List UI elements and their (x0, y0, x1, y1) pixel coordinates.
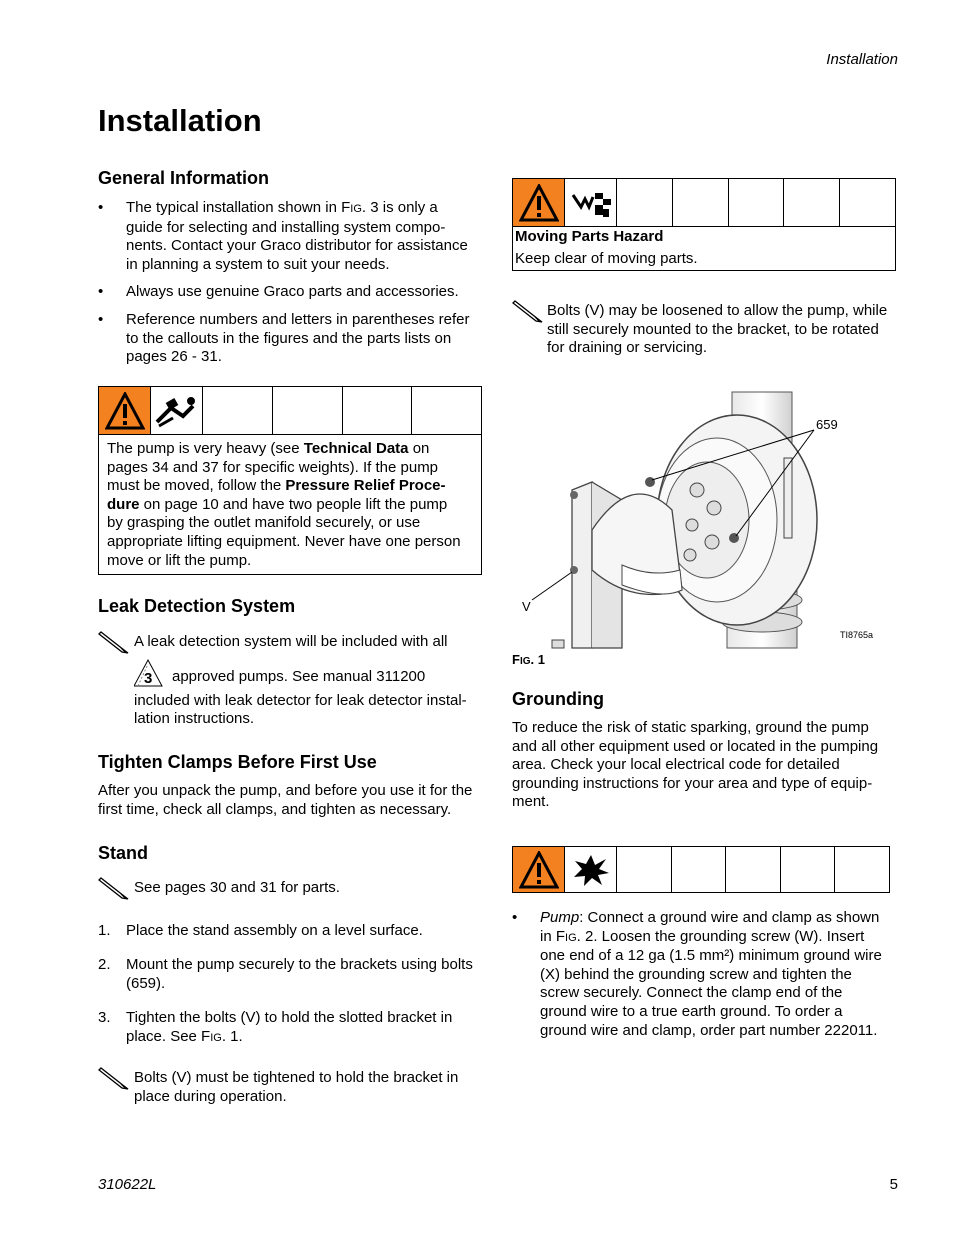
warning-triangle-icon (513, 179, 565, 226)
list-item: 1. Place the stand assembly on a level surface. (98, 922, 423, 939)
list-item: • The typical installation shown in FIG. 3 is only a guide for selecting and installing system compo- nents. Contact your Graco distributor for assistance in planning a system to suit your needs. (98, 199, 468, 273)
list-item: • Always use genuine Graco parts and accessories. (98, 283, 459, 300)
footer-doc-number: 310622L (98, 1176, 157, 1193)
note-pencil-icon (98, 875, 130, 901)
figure-1-caption: FIG. 1 (512, 652, 545, 667)
fire-explosion-warning (512, 846, 890, 893)
moving-parts-warning (512, 178, 896, 271)
heading-tighten-clamps: Tighten Clamps Before First Use (98, 752, 377, 772)
figure-ti-code: TI8765a (840, 630, 874, 640)
figure-1-pump-bracket (512, 390, 902, 650)
warning-triangle-icon (513, 847, 565, 892)
grounding-paragraph: To reduce the risk of static sparking, ground the pump and all other equipment used or located in the pumping area. Check your local electrical code for detailed grounding instructions for your area and type of equip- ment. (512, 719, 879, 811)
note-bolts-tightened: Bolts (V) must be tightened to hold the bracket in place during operation. (98, 1069, 482, 1106)
heading-leak-detection: Leak Detection System (98, 596, 296, 616)
note-leak-detection: A leak detection system will be included with all 3 approved pumps. See manual 311200 included with leak detector for leak detector instal- lation instructions. (98, 633, 482, 729)
heading-grounding: Grounding (512, 689, 604, 709)
heading-general-information: General Information (98, 168, 270, 188)
list-item: 2. Mount the pump securely to the brackets using bolts (659). (98, 956, 473, 992)
note-stand-parts: See pages 30 and 31 for parts. (98, 879, 482, 898)
explosion-icon (565, 847, 617, 892)
heavy-pump-warning (98, 386, 482, 575)
running-header: Installation (826, 51, 898, 68)
callout-v: V (522, 599, 531, 614)
heavy-lifting-icon (151, 387, 203, 434)
callout-659: 659 (816, 417, 838, 432)
warning-text: The pump is very heavy (see Technical Data on pages 34 and 37 for specific weights). If the pump must be moved, follow the Pressure Relief Proce- dure on page 10 and have two people lift the pump by grasping the outlet manifold securely, or use appropriate lifting equipment. Never have one person move or lift the pump. (107, 440, 461, 569)
list-item: • Reference numbers and letters in parentheses refer to the callouts in the figures and the parts lists on pages 26 - 31. (98, 311, 470, 366)
heading-stand: Stand (98, 843, 149, 863)
footer-page-number: 5 (889, 1176, 898, 1193)
page-title: Installation (98, 103, 262, 138)
note-pencil-icon (98, 629, 130, 655)
note-pencil-icon (512, 298, 544, 324)
list-item: 3. Tighten the bolts (V) to hold the slotted bracket in place. See FIG. 1. (98, 1009, 453, 1045)
list-item: • Pump: Connect a ground wire and clamp as shown in FIG. 2. Loosen the grounding screw (W). Insert one end of a 12 ga (1.5 mm²) minimum ground wire (X) behind the grounding screw and tighten the screw securely. Connect the clamp end of the ground wire to a true earth ground. To order a ground wire and clamp, order part number 222011. (512, 909, 882, 1039)
pump-bracket-illustration (512, 390, 902, 650)
warning-triangle-icon (99, 387, 151, 434)
clamps-paragraph: After you unpack the pump, and before you use it for the first time, check all clamps, and tighten as necessary. (98, 782, 473, 818)
warning-text: Moving Parts Hazard Keep clear of moving parts. (515, 228, 698, 267)
moving-parts-hand-icon (565, 179, 617, 226)
note-pencil-icon (98, 1065, 130, 1091)
note-bolts-loosened: Bolts (V) may be loosened to allow the pump, while still securely mounted to the bracket, to be rotated for draining or servicing. (512, 302, 902, 358)
